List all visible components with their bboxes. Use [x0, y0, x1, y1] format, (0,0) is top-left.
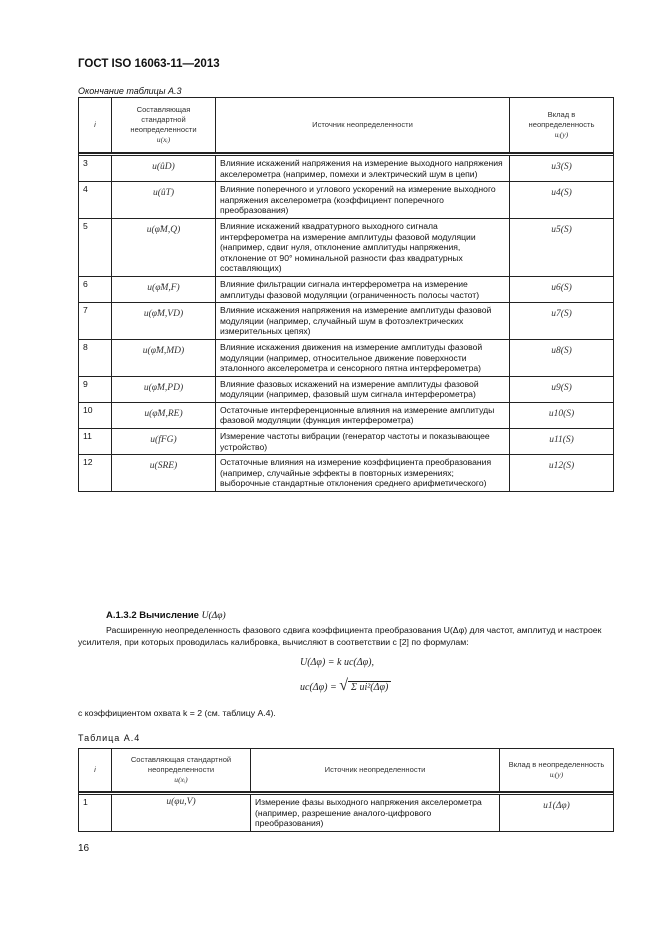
table-a3-caption: Окончание таблицы А.3 [78, 86, 182, 96]
row-component: u(φ̂M,Q) [112, 218, 216, 276]
table-row [79, 376, 614, 402]
header-component-label: Составляющая стандартной неопределенности [130, 105, 197, 134]
header-i: i [79, 98, 112, 154]
row-index: 7 [79, 303, 112, 340]
row-component: u(φ̂M,PD) [112, 376, 216, 402]
row-contribution: u1(Δφ) [500, 795, 614, 832]
header-contribution [510, 98, 614, 154]
table-header-row [79, 749, 614, 793]
row-index: 12 [79, 455, 112, 492]
row-contribution: u5(S) [510, 218, 614, 276]
table-a4-caption: Таблица А.4 [78, 733, 141, 743]
row-contribution: u7(S) [510, 303, 614, 340]
row-contribution: u8(S) [510, 339, 614, 376]
row-index: 11 [79, 429, 112, 455]
row-index: 1 [79, 795, 112, 832]
section-symbol: U(Δφ) [201, 611, 226, 621]
header-component-symbol: u(xᵢ) [174, 775, 188, 784]
row-component: u(φ̂M,VD) [112, 303, 216, 340]
table-row [79, 795, 614, 832]
section-title: Вычисление [139, 610, 199, 621]
row-source: Влияние фазовых искажений на измерение амплитуды фазовой модуляции (например, фазовый шум сигнала интерферометра) [216, 376, 510, 402]
row-source: Влияние искажений квадратурного выходного сигнала интерферометра на измерение амплитуды фазовой модуляции (например, сдвиг нуля, отклонение амплитуды напряжения, отклонение от 90° номинальной разности фаз квадратурных составляющих) [216, 218, 510, 276]
row-component: u(φ̂M,MD) [112, 339, 216, 376]
table-row [79, 455, 614, 492]
table-a3 [78, 97, 614, 492]
document-title: ГОСТ ISO 16063-11—2013 [78, 58, 220, 70]
row-source: Влияние фильтрации сигнала интерферометра на измерение амплитуды фазовой модуляции (ограниченность полосы частот) [216, 276, 510, 302]
row-source: Остаточные интерференционные влияния на измерение амплитуды фазовой модуляции (функция интерферометра) [216, 402, 510, 428]
section-heading [106, 610, 226, 621]
row-index: 5 [79, 218, 112, 276]
formula-rhs: Σ ui²(Δφ) [348, 681, 391, 693]
row-index: 8 [79, 339, 112, 376]
table-header-row [79, 98, 614, 154]
table-row [79, 182, 614, 219]
row-component: u(φ̂M,RE) [112, 402, 216, 428]
row-component: u(φ̂M,F) [112, 276, 216, 302]
row-source: Влияние искажения напряжения на измерение амплитуды фазовой модуляции (например, случайный шум в фотоэлектрических измерительных цепях) [216, 303, 510, 340]
row-contribution: u6(S) [510, 276, 614, 302]
header-component-symbol: u(xᵢ) [156, 135, 171, 144]
row-component: u(fFG) [112, 429, 216, 455]
row-contribution: u10(S) [510, 402, 614, 428]
formula-lhs: uc(Δφ) = [300, 682, 337, 693]
page-number: 16 [78, 843, 90, 854]
header-component [112, 749, 251, 793]
header-source: Источник неопределенности [251, 749, 500, 793]
row-source: Влияние искажений напряжения на измерение выходного напряжения акселерометра (например, помехи и электрический шум в цепи) [216, 156, 510, 182]
table-row [79, 339, 614, 376]
row-contribution: u9(S) [510, 376, 614, 402]
section-number: А.1.3.2 [106, 610, 137, 621]
header-contribution [500, 749, 614, 793]
sqrt-sign: √ [339, 677, 349, 694]
row-component: u(ûD) [112, 156, 216, 182]
table-row [79, 429, 614, 455]
table-row [79, 402, 614, 428]
header-contribution-symbol: uᵢ(y) [549, 770, 564, 779]
coverage-factor-text: с коэффициентом охвата k = 2 (см. таблицу А.4). [78, 708, 276, 718]
row-contribution: u11(S) [510, 429, 614, 455]
formula-combined-uncertainty [300, 677, 391, 695]
section-paragraph: Расширенную неопределенность фазового сдвига коэффициента преобразования U(Δφ) для частот, амплитуд и настроек усилителя, при которых проводилась калибровка, вычисляют в соответствии с [2] по формулам: [78, 625, 602, 647]
table-row [79, 156, 614, 182]
header-component-label: Составляющая стандартной неопределенности [130, 755, 232, 774]
formula-expanded-uncertainty: U(Δφ) = k uc(Δφ), [300, 657, 374, 668]
row-index: 4 [79, 182, 112, 219]
row-source: Измерение частоты вибрации (генератор частоты и показывающее устройство) [216, 429, 510, 455]
row-contribution: u12(S) [510, 455, 614, 492]
row-contribution: u3(S) [510, 156, 614, 182]
header-contribution-label: Вклад в неопределенность [508, 760, 605, 769]
table-row [79, 303, 614, 340]
header-contribution-symbol: uᵢ(y) [554, 130, 569, 139]
row-source: Остаточные влияния на измерение коэффициента преобразования (например, случайные эффекты в повторных измерениях; выборочные стандартные отклонения среднего арифметического) [216, 455, 510, 492]
header-contribution-label: Вклад в неопределенность [528, 110, 595, 129]
table-a4 [78, 748, 614, 832]
table-row [79, 276, 614, 302]
row-source: Измерение фазы выходного напряжения акселерометра (например, разрешение аналого-цифрового преобразования) [251, 795, 500, 832]
row-index: 6 [79, 276, 112, 302]
row-source: Влияние поперечного и углового ускорений на измерение выходного напряжения акселерометра (коэффициент поперечного преобразования) [216, 182, 510, 219]
row-source: Влияние искажения движения на измерение амплитуды фазовой модуляции (например, относительное движение поверхности эталонного акселерометра и сенсорного пятна интерферометра) [216, 339, 510, 376]
row-component: u(ûT) [112, 182, 216, 219]
row-contribution: u4(S) [510, 182, 614, 219]
header-component [112, 98, 216, 154]
row-index: 9 [79, 376, 112, 402]
table-row [79, 218, 614, 276]
header-source: Источник неопределенности [216, 98, 510, 154]
header-i: i [79, 749, 112, 793]
row-component: u(φu,V) [112, 795, 251, 832]
row-index: 10 [79, 402, 112, 428]
row-index: 3 [79, 156, 112, 182]
row-component: u(SRE) [112, 455, 216, 492]
